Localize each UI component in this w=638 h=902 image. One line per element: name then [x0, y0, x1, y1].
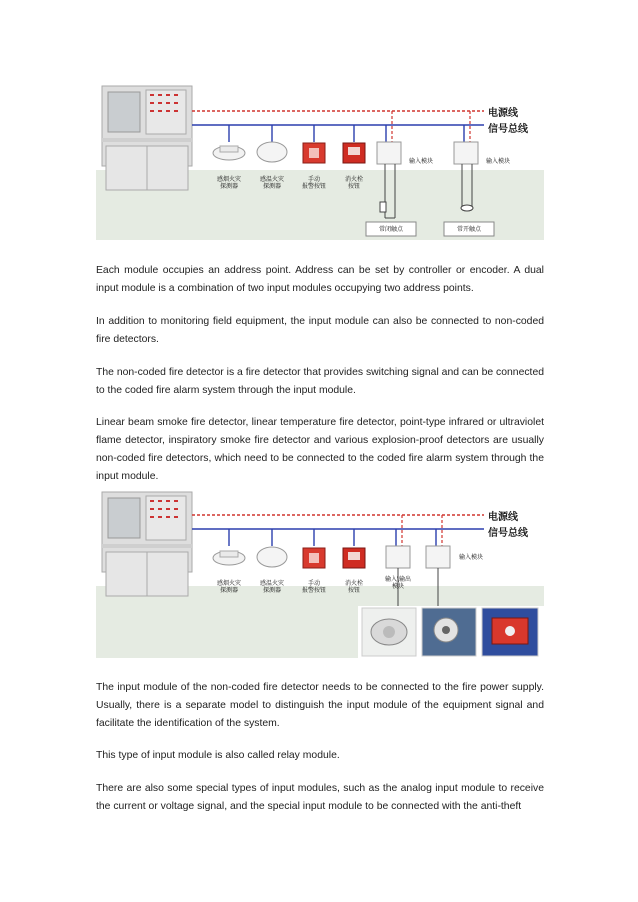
normally-closed-contact-icon	[380, 202, 386, 212]
figure-1-diagram	[96, 80, 544, 240]
input-output-module-icon	[386, 546, 410, 568]
label-input-module: 输入模块	[458, 554, 483, 561]
legend-signal-bus: 信号总线	[488, 124, 528, 135]
paragraph: Linear beam smoke fire detector, linear temperature fire detector, point-type infrared or ultraviolet flame detector, inspiratory smoke fire detector and various explosion-proof detectors are usually non-coded fire detectors, which need to be connected to the coded fire alarm system through the input module.	[96, 417, 544, 482]
paragraph: In addition to monitoring field equipment, the input module can also be connected to non-coded fire detectors.	[96, 316, 544, 345]
label-hydrant-button: 消火栓 按钮	[344, 176, 363, 190]
label-input-module-1: 输入模块	[408, 158, 433, 165]
normally-open-contact-icon	[461, 205, 473, 211]
paragraph: Each module occupies an address point. Address can be set by controller or encoder. A dual input module is a combination of two input modules occupying two address points.	[96, 265, 544, 294]
label-input-module-2: 输入模块	[485, 158, 510, 165]
paragraph: This type of input module is also called relay module.	[96, 750, 340, 761]
label-smoke-detector: 感烟火灾 探测器	[216, 580, 241, 594]
label-hydrant-button: 消火栓 按钮	[344, 580, 363, 594]
figure-1	[96, 80, 544, 240]
label-normally-closed: 常闭触点	[378, 226, 403, 233]
heat-detector-icon	[257, 142, 287, 162]
control-panel-screen	[108, 498, 140, 538]
input-module-icon	[426, 546, 450, 568]
heat-detector-icon	[257, 547, 287, 567]
paragraph: There are also some special types of input modules, such as the analog input module to receive the current or voltage signal, and the special input module to be connected with the anti-theft	[96, 783, 544, 812]
label-smoke-detector: 感烟火灾 探测器	[216, 176, 241, 190]
legend-power-line: 电源线	[488, 512, 518, 523]
label-heat-detector: 感温火灾 探测器	[259, 580, 284, 594]
paragraph: The non-coded fire detector is a fire detector that provides switching signal and can be connected to the coded fire alarm system through the input module.	[96, 367, 544, 396]
label-input-output-module: 输入\输出 模块	[384, 576, 412, 590]
figure-2	[96, 482, 544, 658]
legend-power-line: 电源线	[488, 108, 518, 119]
legend-signal-bus: 信号总线	[488, 528, 528, 539]
input-module-1-icon	[377, 142, 401, 164]
label-manual-alarm: 手动 报警按钮	[301, 580, 326, 594]
label-normally-open: 常开触点	[456, 226, 481, 233]
control-panel-screen	[108, 92, 140, 132]
figure-2-diagram	[96, 482, 544, 658]
input-module-2-icon	[454, 142, 478, 164]
paragraph: The input module of the non-coded fire detector needs to be connected to the fire power supply. Usually, there is a separate model to distinguish the input module of the equipment signal and facilitate the identification of the system.	[96, 682, 544, 729]
label-heat-detector: 感温火灾 探测器	[259, 176, 284, 190]
label-manual-alarm: 手动 报警按钮	[301, 176, 326, 190]
